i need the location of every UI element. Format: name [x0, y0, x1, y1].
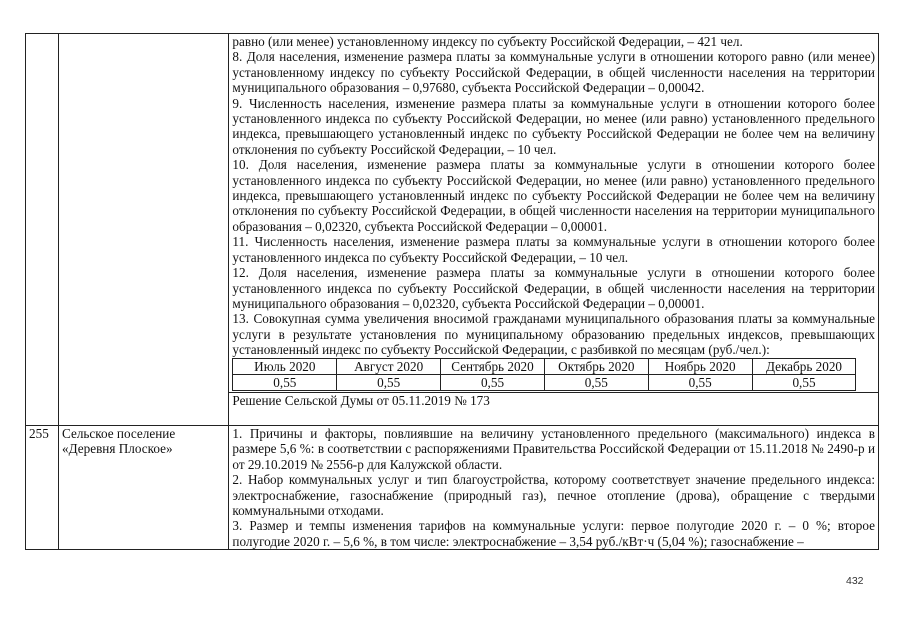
row-number-cell: 255 — [26, 426, 59, 550]
table-row — [26, 426, 879, 550]
month-value: 0,55 — [544, 374, 648, 390]
month-value: 0,55 — [233, 374, 337, 390]
municipality-name-cell — [59, 34, 229, 426]
page-number: 432 — [846, 575, 864, 587]
month-value: 0,55 — [337, 374, 441, 390]
paragraph: 2. Набор коммунальных услуг и тип благоустройства, которому соответствует значение предельного индекса: электроснабжение, газоснабжение (природный газ), печное отопление (дрова), обращение с твердыми коммунальными отходами. — [232, 472, 875, 519]
month-value: 0,55 — [441, 374, 545, 390]
paragraph: 1. Причины и факторы, повлиявшие на величину установленного предельного (максимального) индекса в размере 5,6 %: в соответствии с распоряжениями Правительства Российской Федерации от 15.11.2018 № 2490-р и от 29.10.2019 № 2556-р для Калужской области. — [232, 426, 875, 472]
duma-decision: Решение Сельской Думы от 05.11.2019 № 173 — [229, 392, 878, 408]
paragraph: 13. Совокупная сумма увеличения вносимой гражданами муниципального образования платы за коммунальные услуги в результате установления по муниципальному образованию предельных индексов, превышающих установленный индекс по субъекту Российской Федерации, с разбивкой по месяцам (руб./чел.): — [232, 311, 875, 358]
month-header: Сентябрь 2020 — [441, 358, 545, 374]
months-header-row — [233, 358, 856, 374]
municipality-name: «Деревня Плоское» — [62, 441, 173, 457]
month-header: Июль 2020 — [233, 358, 337, 374]
row-number-cell — [26, 34, 59, 426]
month-header: Декабрь 2020 — [752, 358, 856, 374]
description-cell — [229, 34, 879, 426]
description-cell — [229, 426, 879, 550]
paragraph: 12. Доля населения, изменение размера платы за коммунальные услуги в отношении которого более установленного индекса по субъекту Российской Федерации, в общей численности населения на территории муниципального образования – 0,02320, субъекта Российской Федерации – 0,00001. — [232, 265, 875, 311]
paragraph: 3. Размер и темпы изменения тарифов на коммунальные услуги: первое полугодие 2020 г. – 0 %; второе полугодие 2020 г. – 5,6 %, в том числе: электроснабжение – 3,54 руб./кВт·ч (5,04 %); газоснабжение – — [232, 518, 875, 549]
monthly-payment-table — [232, 358, 856, 391]
month-header: Октябрь 2020 — [544, 358, 648, 374]
months-value-row — [233, 374, 856, 390]
municipality-name-cell — [59, 426, 229, 550]
municipality-type: Сельское поселение — [62, 426, 176, 441]
month-header: Август 2020 — [337, 358, 441, 374]
municipal-index-table — [25, 33, 879, 550]
paragraph: 10. Доля населения, изменение размера платы за коммунальные услуги в отношении которого более установленного индекса по субъекту Российской Федерации, но менее (или равно) установленного предельного индекса, превышающего установленный индекс по субъекту Российской Федерации не более чем на величину отклонения по субъекту Российской Федерации, в общей численности населения на территории муниципального образования – 0,02320, субъекта Российской Федерации – 0,00001. — [232, 157, 875, 234]
paragraph: 9. Численность населения, изменение размера платы за коммунальные услуги в отношении которого более установленного индекса по субъекту Российской Федерации, но менее (или равно) установленного предельного индекса, превышающего установленный индекс по субъекту Российской Федерации не более чем на величину отклонения по субъекту Российской Федерации, – 10 чел. — [232, 95, 875, 157]
month-value: 0,55 — [648, 374, 752, 390]
paragraph: 11. Численность населения, изменение размера платы за коммунальные услуги в отношении которого более установленного индекса по субъекту Российской Федерации, – 10 чел. — [232, 234, 875, 265]
paragraph: 8. Доля населения, изменение размера платы за коммунальные услуги в отношении которого равно (или менее) установленному индексу по субъекту Российской Федерации, в общей численности населения на территории муниципального образования – 0,97680, субъекта Российской Федерации – 0,00042. — [232, 49, 875, 96]
month-value: 0,55 — [752, 374, 856, 390]
table-row — [26, 34, 879, 426]
month-header: Ноябрь 2020 — [648, 358, 752, 374]
paragraph: равно (или менее) установленному индексу по субъекту Российской Федерации, – 421 чел. — [232, 34, 743, 49]
